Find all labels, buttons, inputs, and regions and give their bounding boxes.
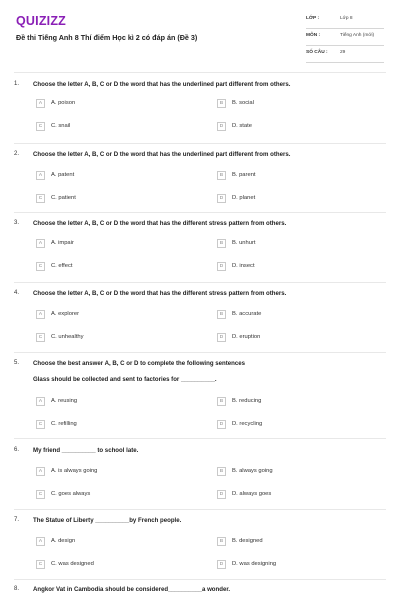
option-letter: D [217,560,226,569]
option-text: B. reducing [232,398,262,404]
option-letter: B [217,99,226,108]
option-c[interactable] [36,192,76,204]
question-number: 8. [14,586,20,592]
option-letter: B [217,171,226,180]
question-divider [14,579,386,580]
question-text: The Statue of Liberty __________by French people. [33,517,182,524]
option-b[interactable] [217,308,261,320]
question-number: 2. [14,151,20,157]
quizizz-logo: QUIZIZZ [16,14,67,28]
meta-panel [306,12,384,63]
option-text: A. design [51,538,76,544]
option-d[interactable] [217,488,271,500]
option-b[interactable] [217,465,273,477]
option-letter: A [36,467,45,476]
option-d[interactable] [217,331,260,343]
option-letter: B [217,310,226,319]
meta-row-count [306,46,384,63]
question-sentence: Glass should be collected and sent to factories for __________. [33,376,217,383]
question-text: Angkor Vat in Cambodia should be considered__________a wonder. [33,586,231,593]
option-text: B. designed [232,538,263,544]
option-text: D. always goes [232,491,272,497]
option-letter: C [36,560,45,569]
option-letter: C [36,194,45,203]
option-text: C. effect [51,263,73,269]
question-number: 3. [14,220,20,226]
option-d[interactable] [217,260,255,272]
question-number: 6. [14,447,20,453]
question-text: Choose the best answer A, B, C or D to complete the following sentences [33,360,246,367]
option-letter: B [217,239,226,248]
option-text: C. snail [51,123,71,129]
option-letter: A [36,310,45,319]
option-letter: A [36,99,45,108]
option-letter: D [217,333,226,342]
meta-label-class: LỚP : [306,16,320,21]
option-b[interactable] [217,237,256,249]
option-b[interactable] [217,97,254,109]
question-divider [14,212,386,213]
option-c[interactable] [36,418,77,430]
option-text: B. accurate [232,311,262,317]
option-text: B. unhurt [232,240,256,246]
option-letter: C [36,122,45,131]
option-text: A. is always going [51,468,98,474]
header-divider [14,72,386,73]
meta-row-class [306,12,384,29]
option-a[interactable] [36,535,75,547]
option-c[interactable] [36,331,84,343]
option-text: A. explorer [51,311,80,317]
option-text: C. refilling [51,421,77,427]
question-text: My friend __________ to school late. [33,447,139,454]
option-letter: D [217,194,226,203]
option-letter: C [36,333,45,342]
option-letter: C [36,420,45,429]
option-d[interactable] [217,558,276,570]
option-d[interactable] [217,120,252,132]
option-letter: A [36,397,45,406]
option-letter: A [36,239,45,248]
option-text: D. eruption [232,334,261,340]
option-letter: B [217,467,226,476]
option-text: C. was designed [51,561,94,567]
option-text: B. always going [232,468,273,474]
question-divider [14,352,386,353]
option-b[interactable] [217,535,263,547]
option-letter: D [217,490,226,499]
option-letter: D [217,420,226,429]
question-text: Choose the letter A, B, C or D the word that has the different stress pattern from others. [33,220,287,227]
option-a[interactable] [36,395,77,407]
question-text: Choose the letter A, B, C or D the word that has the different stress pattern from others. [33,290,287,297]
meta-row-subject [306,29,384,46]
option-letter: A [36,171,45,180]
question-divider [14,509,386,510]
option-a[interactable] [36,465,97,477]
option-text: A. reusing [51,398,78,404]
option-letter: C [36,490,45,499]
option-letter: D [217,122,226,131]
option-a[interactable] [36,308,79,320]
option-text: A. patent [51,172,75,178]
page-title: Đề thi Tiếng Anh 8 Thí điểm Học kì 2 có đáp án (Đề 3) [16,33,198,42]
question-number: 7. [14,517,20,523]
option-a[interactable] [36,237,74,249]
option-text: D. recycling [232,421,263,427]
question-divider [14,282,386,283]
option-text: C. goes always [51,491,91,497]
meta-label-count: SỐ CÂU : [306,50,328,55]
option-b[interactable] [217,395,261,407]
option-text: C. unhealthy [51,334,84,340]
option-letter: C [36,262,45,271]
option-text: D. state [232,123,252,129]
option-c[interactable] [36,558,94,570]
page-header [0,0,400,70]
option-text: D. insect [232,263,255,269]
option-text: D. was designing [232,561,277,567]
meta-value-subject: Tiếng Anh (mới) [340,33,375,38]
option-b[interactable] [217,169,256,181]
option-text: B. social [232,100,254,106]
question-number: 5. [14,360,20,366]
option-letter: B [217,397,226,406]
option-text: D. planet [232,195,256,201]
question-number: 4. [14,290,20,296]
option-c[interactable] [36,260,72,272]
option-text: A. impair [51,240,74,246]
option-letter: B [217,537,226,546]
option-a[interactable] [36,97,75,109]
option-c[interactable] [36,120,70,132]
meta-value-count: 29 [340,50,346,55]
option-a[interactable] [36,169,74,181]
option-letter: A [36,537,45,546]
meta-value-class: Lớp 8 [340,16,353,21]
option-letter: D [217,262,226,271]
question-divider [14,143,386,144]
meta-label-subject: MÔN : [306,33,321,38]
option-text: B. parent [232,172,256,178]
option-d[interactable] [217,418,262,430]
question-text: Choose the letter A, B, C or D the word that has the underlined part different from others. [33,81,291,88]
question-text: Choose the letter A, B, C or D the word that has the underlined part different from others. [33,151,291,158]
question-number: 1. [14,81,20,87]
option-d[interactable] [217,192,255,204]
option-c[interactable] [36,488,90,500]
option-text: C. patient [51,195,76,201]
question-divider [14,438,386,439]
option-text: A. poison [51,100,76,106]
